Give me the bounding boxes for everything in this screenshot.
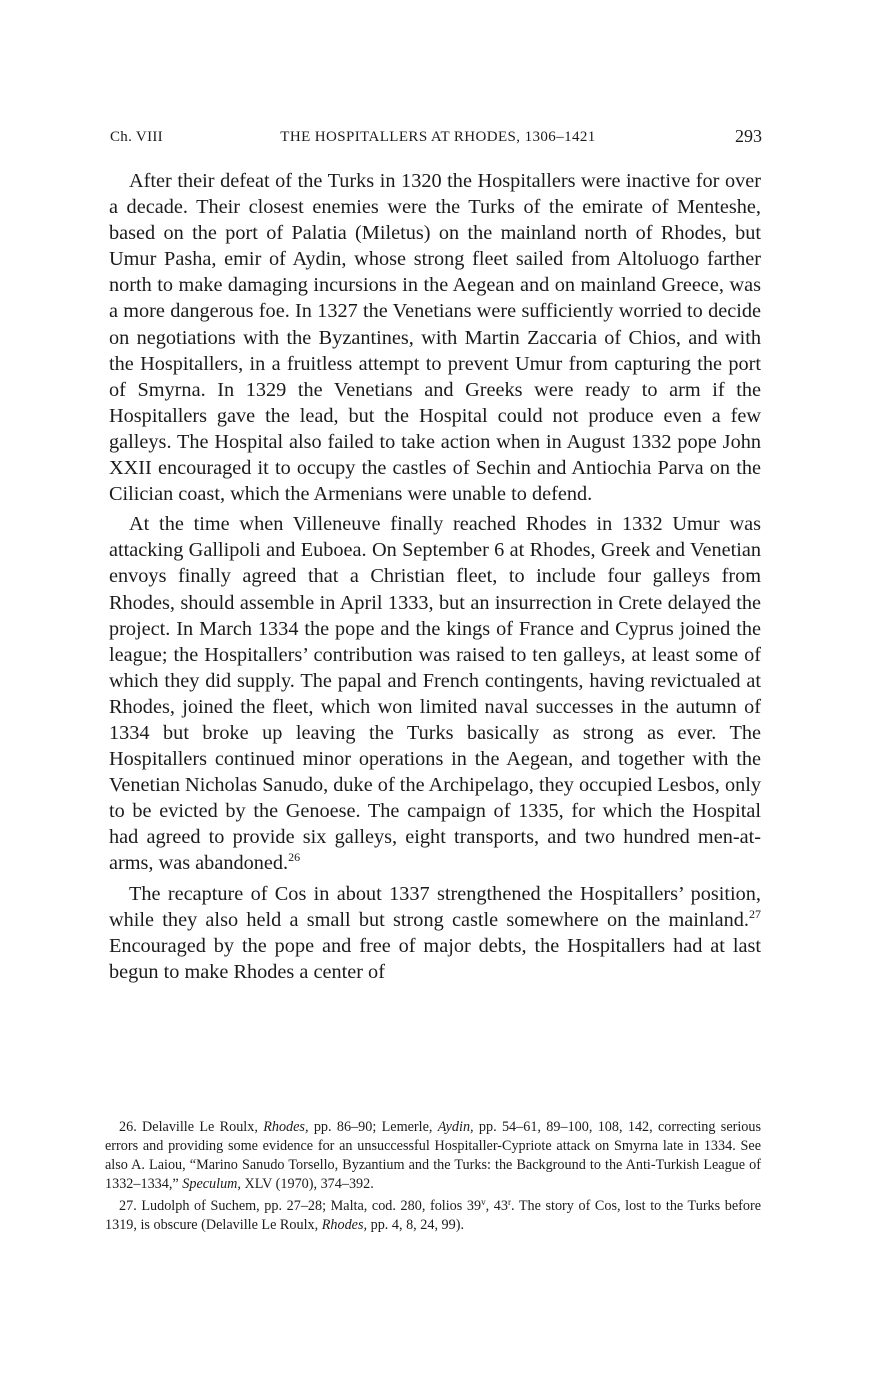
chapter-label: Ch. VIII [110,129,163,145]
footnote-26-text: XLV (1970), 374–392. [240,1175,374,1192]
footnote-26-text: 26. Delaville Le Roulx, [119,1119,264,1135]
footnote-ref-26[interactable]: 26 [288,850,301,865]
footnote-27 [105,1197,761,1235]
paragraph-2-text: At the time when Villeneuve finally reached Rhodes in 1332 Umur was attacking Gallipoli and Euboea. On September 6 at Rhodes, Greek and Venetian envoys finally agreed that a Christian fleet, to include four galleys from Rhodes, should assemble in April 1333, but an insurrection in Crete delayed the project. In March 1334 the pope and the kings of France and Cyprus joined the league; the Hospitallers’ contribution was raised to ten galleys, at least some of which they did supply. The papal and French contingents, having revictualed at Rhodes, joined the fleet, which won limited naval successes in the autumn of 1334 but broke up leaving the Turks basically as strong as ever. The Hospitallers continued minor operations in the Aegean, and together with the Venetian Nicholas Sanudo, duke of the Archipelago, they occupied Lesbos, only to be evicted by the Genoese. The campaign of 1335, for which the Hospital had agreed to provide six galleys, eight transports, and two hundred men-at-arms, was abandoned. [109,513,761,875]
running-title: THE HOSPITALLERS AT RHODES, 1306–1421 [280,129,596,145]
folio-verso-mark: v [481,1196,486,1207]
footnote-26 [105,1118,761,1194]
footnote-26-title-rhodes: Rhodes, [263,1119,309,1135]
paragraph-3-text-a: The recapture of Cos in about 1337 strengthened the Hospitallers’ position, while they also held a small but strong castle somewhere on the mainland. [109,882,761,931]
footnote-26-title-aydin: Aydin, [437,1119,474,1135]
body-text [109,168,761,985]
paragraph-1: After their defeat of the Turks in 1320 the Hospitallers were inactive for over a decade. Their closest enemies were the Turks of the emirate of Menteshe, based on the port of Palatia (Miletus) on the mainland north of Rhodes, but Umur Pasha, emir of Aydin, whose strong fleet sailed from Altoluogo farther north to make damaging incursions in the Aegean and on mainland Greece, was a more dangerous foe. In 1327 the Venetians were sufficiently worried to decide on negotiations with the Byzantines, with Martin Zaccaria of Chios, and with the Hospitallers, in a fruitless attempt to prevent Umur from capturing the port of Smyrna. In 1329 the Venetians and Greeks were ready to arm if the Hospitallers gave the lead, but the Hospital could not produce even a few galleys. The Hospital also failed to take action when in August 1332 pope John XXII encouraged it to occupy the castles of Sechin and Antiochia Parva on the Cilician coast, which the Armenians were unable to defend. [109,170,761,506]
folio-recto-mark: r [507,1196,511,1207]
footnote-27-text: . The story of Cos, lost to the Turks before 1319, is obscure (Delaville Le Roulx, [105,1197,761,1233]
footnote-26-title-speculum: Speculum, [182,1175,241,1192]
footnote-27-title-rhodes: Rhodes, [321,1216,368,1233]
footnote-27-text: , 43 [485,1197,508,1214]
footnote-26-text: pp. 86–90; Lemerle, [308,1119,438,1135]
footnote-27-text: pp. 4, 8, 24, 99). [367,1216,464,1233]
paragraph-3 [109,881,761,985]
running-head [108,126,768,150]
page-number: 293 [735,126,762,146]
footnote-26-text: pp. 54–61, 89–100, 108, 142, correcting serious errors and providing some evidence for an unsuccessful Hospitaller-Cypriote attack on Smyrna late in 1334. See also A. Laiou, “Marino Sanudo Torsello, Byzantium and the Turks: the Background to the Anti-Turkish League of 1332–1334,” [105,1119,762,1192]
footnotes [105,1118,761,1234]
footnote-27-text: 27. Ludolph of Suchem, pp. 27–28; Malta, cod. 280, folios 39 [119,1197,482,1214]
paragraph-3-text-b: Encouraged by the pope and free of major debts, the Hospitallers had at last begun to make Rhodes a center of [109,934,761,983]
paragraph-2 [109,511,761,876]
footnote-ref-27[interactable]: 27 [749,906,761,921]
